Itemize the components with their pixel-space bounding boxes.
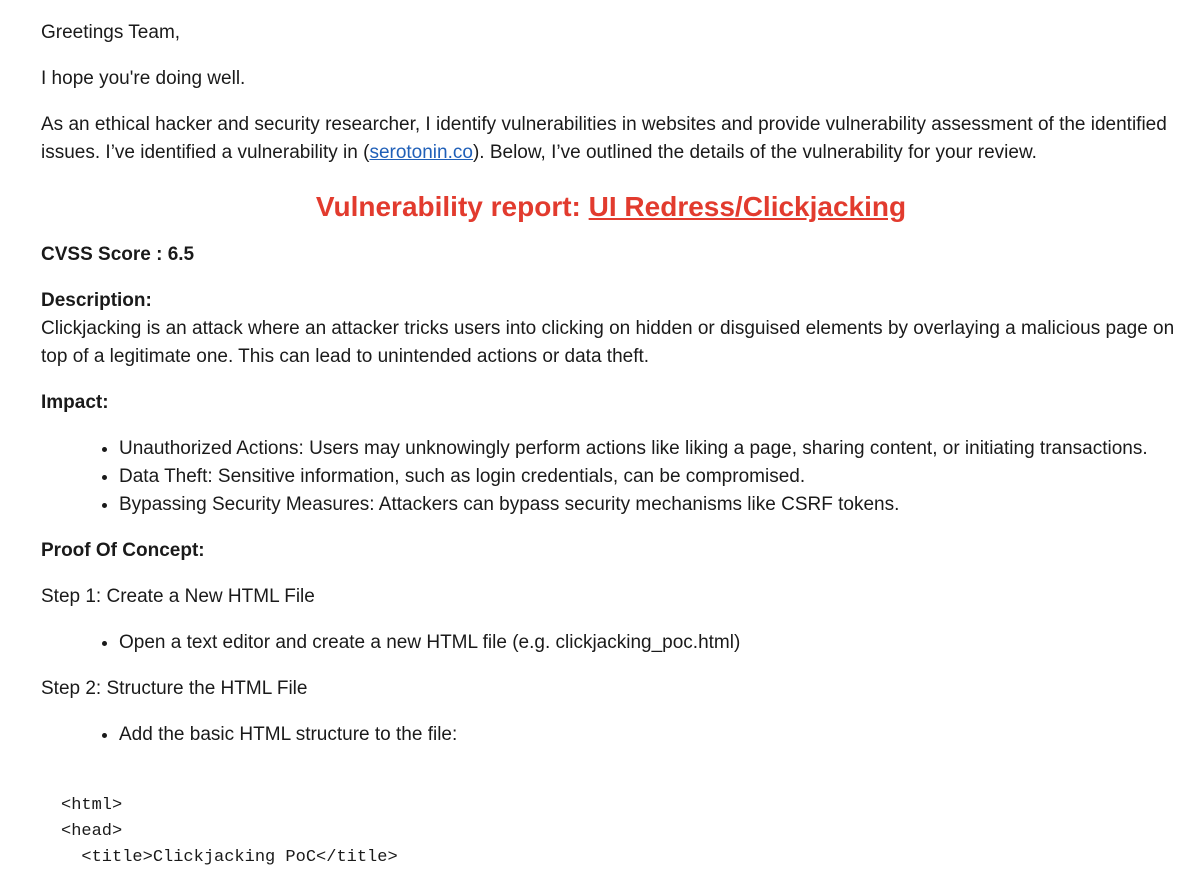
list-item: • Open a text editor and create a new HTML file (e.g. clickjacking_poc.html) — [119, 629, 1181, 657]
code-line: <html> — [61, 796, 123, 815]
list-item: • Bypassing Security Measures: Attackers can bypass security mechanisms like CSRF tokens. — [119, 491, 1181, 519]
step-1-title: Step 1: Create a New HTML File — [41, 586, 315, 607]
intro-paragraph — [41, 111, 1181, 167]
step-1-list — [41, 629, 1181, 657]
wish-line: I hope you're doing well. — [41, 68, 246, 89]
list-item: • Add the basic HTML structure to the file: — [119, 721, 1181, 749]
email-body — [41, 19, 1181, 871]
description-heading: Description: — [41, 290, 152, 311]
poc-heading: Proof Of Concept: — [41, 540, 205, 561]
report-title-link[interactable]: UI Redress/Clickjacking — [588, 191, 907, 222]
intro-text-before: As an ethical hacker and security researcher, I identify vulnerabilities in websites and provide vulnerability assessment of the identified issues. I’ve identified a vulnerability in ( — [41, 114, 1167, 163]
code-line: <title>Clickjacking PoC</title> — [61, 848, 398, 867]
list-item: • Data Theft: Sensitive information, such as login credentials, can be compromised. — [119, 463, 1181, 491]
step-2-list — [41, 721, 1181, 749]
step-2-title: Step 2: Structure the HTML File — [41, 678, 308, 699]
cvss-score: CVSS Score : 6.5 — [41, 244, 195, 265]
greeting: Greetings Team, — [41, 22, 181, 43]
list-item: • Unauthorized Actions: Users may unknowingly perform actions like liking a page, sharing content, or initiating transactions. — [119, 435, 1181, 463]
impact-heading: Impact: — [41, 392, 109, 413]
report-title-prefix: Vulnerability report: — [315, 191, 589, 222]
report-title — [41, 187, 1181, 227]
impact-list — [41, 435, 1181, 519]
code-line: <head> — [61, 822, 123, 841]
intro-text-after: ). Below, I’ve outlined the details of the vulnerability for your review. — [472, 142, 1037, 163]
target-site-link[interactable]: serotonin.co — [369, 142, 473, 163]
description-text: Clickjacking is an attack where an attacker tricks users into clicking on hidden or disguised elements by overlaying a malicious page on top of a legitimate one. This can lead to unintended actions or data theft. — [41, 318, 1175, 367]
code-block — [61, 793, 1181, 871]
